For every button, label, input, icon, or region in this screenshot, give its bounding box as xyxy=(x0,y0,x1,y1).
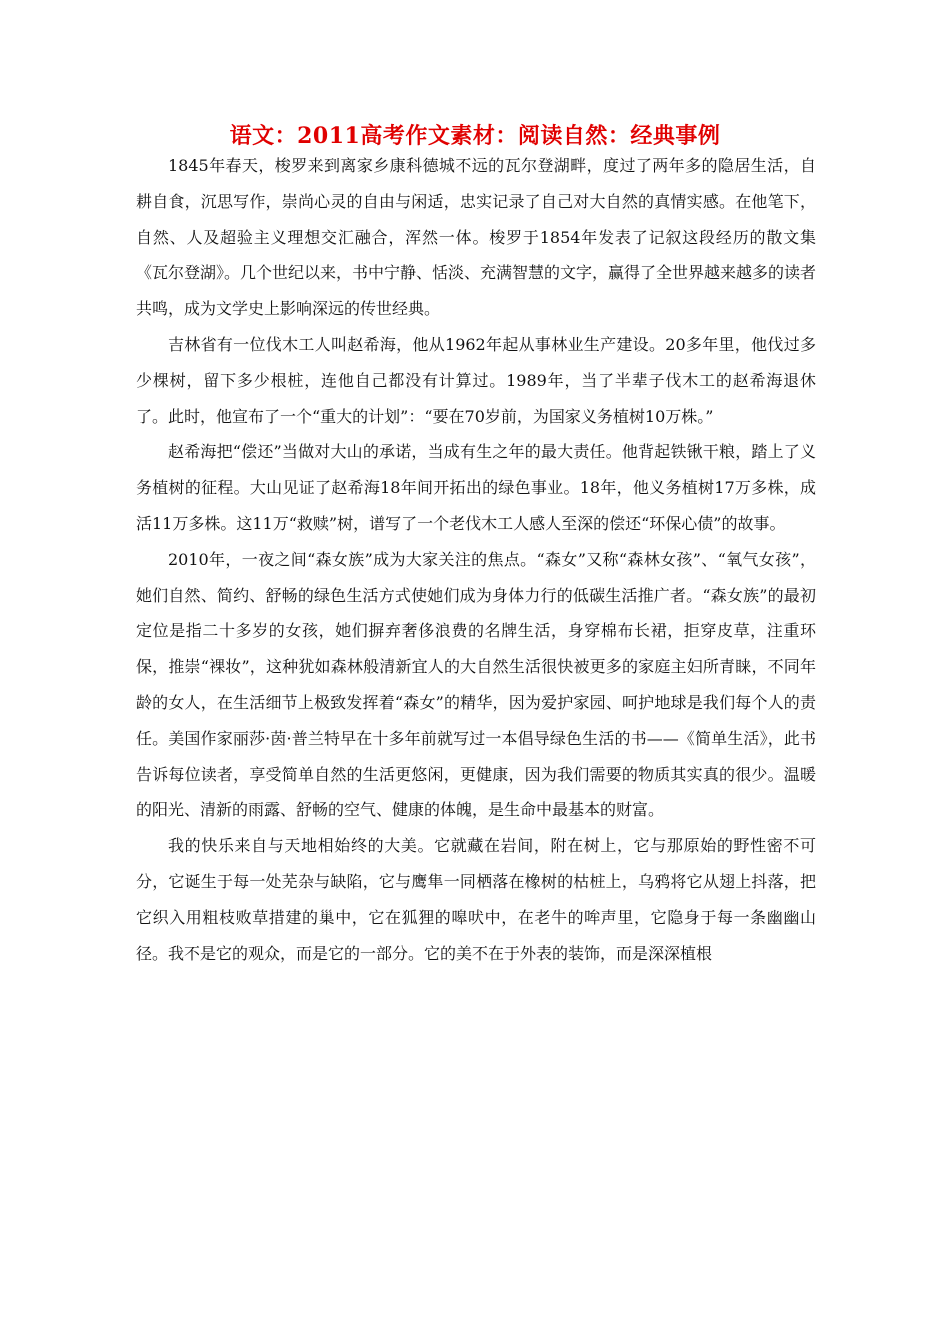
paragraph-zhao-xihai-intro: 吉林省有一位伐木工人叫赵希海，他从1962年起从事林业生产建设。20多年里，他伐过多少棵树，留下多少根桩，连他自己都没有计算过。1989年，当了半辈子伐木工的赵希海退休了。此时，他宣布了一个“重大的计划”：“要在70岁前，为国家义务植树10万株。” xyxy=(136,334,816,426)
document-body xyxy=(136,148,816,971)
document-title: 语文：2011高考作文素材：阅读自然：经典事例 xyxy=(229,123,721,149)
paragraph-zhao-xihai-planting: 赵希海把“偿还”当做对大山的承诺，当成有生之年的最大责任。他背起铁锹干粮，踏上了义务植树的征程。大山见证了赵希海18年间开拓出的绿色事业。18年，他义务植树17万多株，成活11万多株。这11万“救赎”树，谱写了一个老伐木工人感人至深的偿还“环保心债”的故事。 xyxy=(136,442,816,533)
paragraph-thoreau: 1845年春天，梭罗来到离家乡康科德城不远的瓦尔登湖畔，度过了两年多的隐居生活，自耕自食，沉思写作，崇尚心灵的自由与闲适，忠实记录了自己对大自然的真情实感。在他笔下，自然、人及超验主义理想交汇融合，浑然一体。梭罗于1854年发表了记叙这段经历的散文集《瓦尔登湖》。几个世纪以来，书中宁静、恬淡、充满智慧的文字，赢得了全世界越来越多的读者共鸣，成为文学史上影响深远的传世经典。 xyxy=(136,156,817,319)
paragraph-great-beauty: 我的快乐来自与天地相始终的大美。它就藏在岩间，附在树上，它与那原始的野性密不可分，它诞生于每一处芜杂与缺陷，它与鹰隼一同栖落在橡树的枯桩上，乌鸦将它从翅上抖落，把它织入用粗枝败草措建的巢中，它在狐狸的嗥吠中，在老牛的哞声里，它隐身于每一条幽幽山径。我不是它的观众，而是它的一部分。它的美不在于外表的装饰，而是深深植根 xyxy=(136,836,816,963)
paragraph-forest-girls: 2010年，一夜之间“森女族”成为大家关注的焦点。“森女”又称“森林女孩”、“氧气女孩”，她们自然、简约、舒畅的绿色生活方式使她们成为身体力行的低碳生活推广者。“森女族”的最初定位是指二十多岁的女孩，她们摒弃奢侈浪费的名牌生活，身穿棉布长裙，拒穿皮草，注重环保，推崇“裸妆”，这种犹如森林般清新宜人的大自然生活很快被更多的家庭主妇所青睐，不同年龄的女人，在生活细节上极致发挥着“森女”的精华，因为爱护家园、呵护地球是我们每个人的责任。美国作家丽莎·茵·普兰特早在十多年前就写过一本倡导绿色生活的书——《简单生活》，此书告诉每位读者，享受简单自然的生活更悠闲，更健康，因为我们需要的物质其实真的很少。温暖的阳光、清新的雨露、舒畅的空气、健康的体魄，是生命中最基本的财富。 xyxy=(136,549,816,820)
